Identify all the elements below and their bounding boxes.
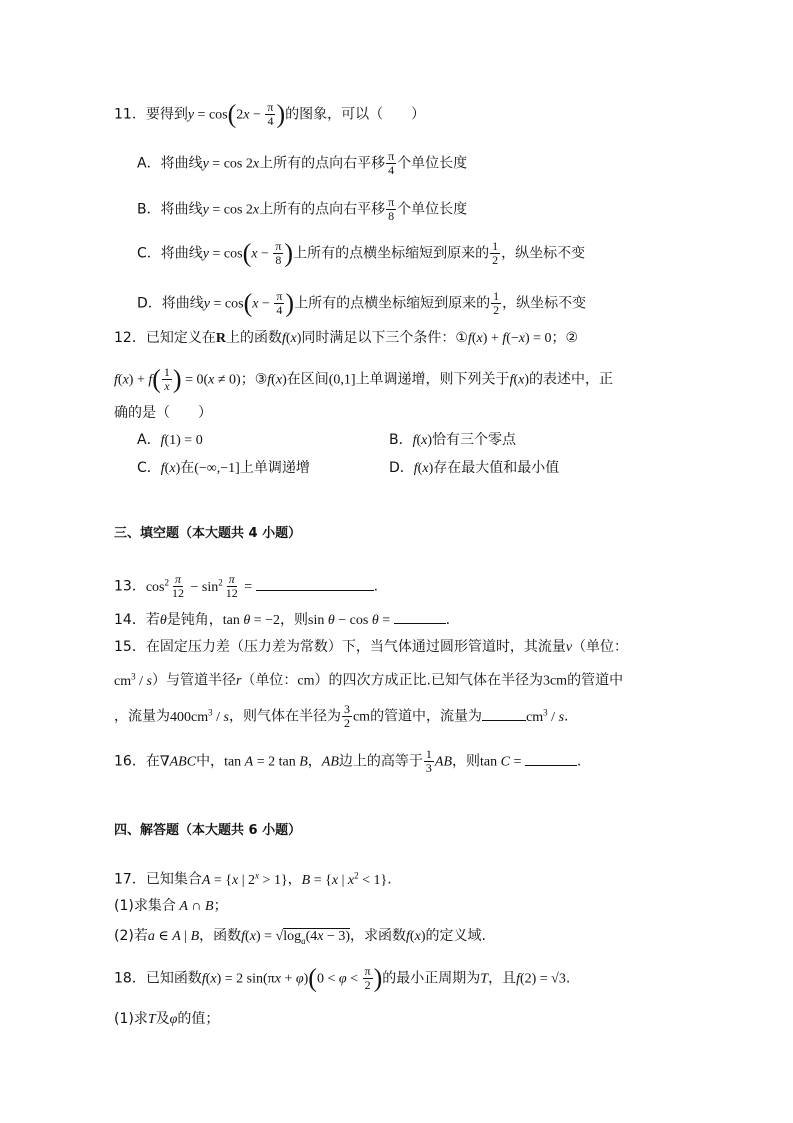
q12-option-c: C．f(x)在(−∞,−1]上单调递增 (137, 460, 310, 476)
q17-part-2: (2)若a ∈ A | B，函数$f(x) = √\log_a(4x - 3)$，求函数f(x)的定义域. (114, 928, 486, 946)
q12-line-3: 确的是（ ） (114, 405, 212, 421)
section-fill-in-title: 三、填空题（本大题共 4 小题） (114, 526, 302, 541)
q18-part-1: (1)求T及φ的值； (114, 1011, 220, 1027)
q11-option-d: D．将曲线y = cos(x − $\frac{\pi}{4}$ )上所有的点横坐标缩短到原来的 $\frac{1}{2}$ ，纵坐标不变 (137, 288, 587, 318)
q12-option-a: A．f(1) = 0 (137, 432, 203, 448)
q12-option-b: B．f(x)恰有三个零点 (389, 432, 517, 448)
q18-stem: 18．已知函数f(x) = 2 sin(πx + φ)(0 < φ < $\frac{\pi}{2}$ )的最小正周期为T，且f(2) = √3. (114, 963, 571, 993)
q15-line-2: $cm^3 / s$）与管道半径r（单位：cm）的四次方成正比.已知气体在半径为3cm的管道中 (114, 671, 624, 689)
q15-line-1: 15．在固定压力差（压力差为常数）下，当气体通过圆形管道时，其流量v（单位： (114, 639, 629, 655)
q11-option-b: B．将曲线y = cos 2x上所有的点向右平移 $\frac{\pi}{8}$ 个单位长度 (137, 195, 468, 223)
q11-stem: 11．要得到y = cos(2x − $\frac{\pi}{4}$ )的图象，可以（ ） (114, 99, 426, 129)
q12-line-1: 12．已知定义在R上的函数f(x)同时满足以下三个条件：①f(x) + f(−x) = 0；② (114, 330, 579, 346)
q17-part-1: (1)求集合 A ∩ B； (114, 898, 228, 914)
q16-line: 16．在∇ABC中，tan A = 2 tan B，AB边上的高等于 $\frac{1}{3}$ AB，则tan C = . (114, 747, 582, 775)
q17-stem: 17．已知集合A = {x | $2^x > 1$}，B = {x | $x^2 < 1$}. (114, 870, 392, 888)
q12-line-2: f(x) + f( $\frac{1}{x}$ ) = 0(x ≠ 0)；③f(x)在区间(0,1]上单调递增，则下列关于f(x)的表述中，正 (114, 364, 614, 394)
q11-option-c: C．将曲线y = cos(x − $\frac{\pi}{8}$ )上所有的点横坐标缩短到原来的 $\frac{1}{2}$ ，纵坐标不变 (137, 238, 586, 268)
q11-option-a: A．将曲线y = cos 2x上所有的点向右平移 $\frac{\pi}{4}$ 个单位长度 (137, 149, 468, 177)
q14-line: 14．若θ是钝角，tan θ = −2，则sin θ − cos θ = . (114, 609, 450, 631)
section-answer-title: 四、解答题（本大题共 6 小题） (114, 823, 302, 838)
q13-line: 13．$\cos^2$ $\frac{\pi}{12}$ − $\sin^2$ $\frac{\pi}{12}$ = . (114, 572, 379, 601)
q12-option-d: D．f(x)存在最大值和最小值 (389, 460, 560, 476)
q15-line-3: ，流量为$400cm^3$ / s，则气体在半径为 $\frac{3}{2}$ cm的管道中，流量为 $cm^3$ / s. (114, 702, 569, 731)
